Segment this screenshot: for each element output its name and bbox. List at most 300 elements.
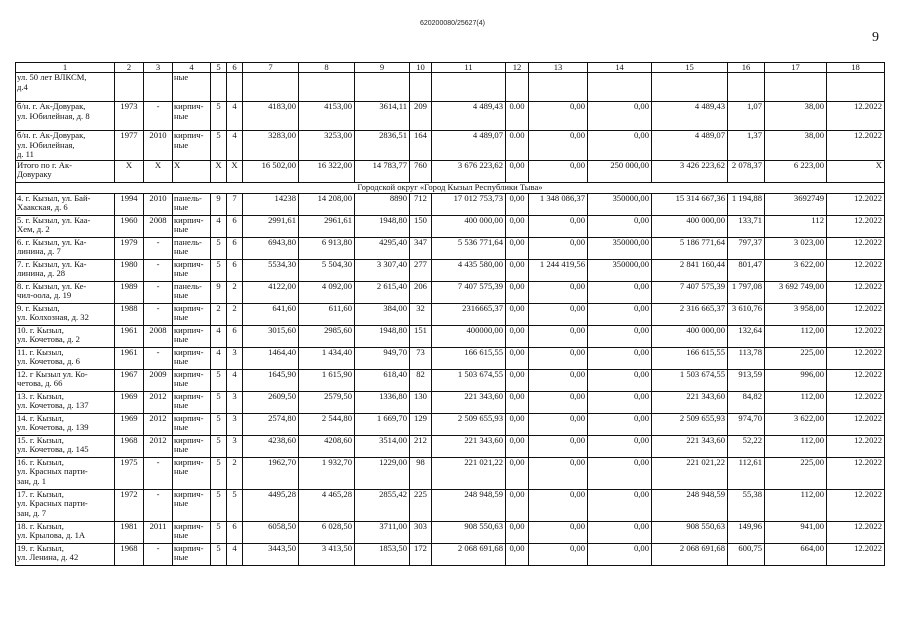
- table-cell: 1948,80: [355, 215, 410, 237]
- column-number: 15: [652, 63, 728, 73]
- table-cell: 248 948,59: [432, 489, 506, 521]
- column-number: 18: [827, 63, 885, 73]
- table-cell: 12.2022: [827, 391, 885, 413]
- table-cell: 130: [410, 391, 432, 413]
- table-cell: 9: [211, 193, 227, 215]
- table-row: [16, 73, 885, 102]
- table-cell: 3514,00: [355, 435, 410, 457]
- table-cell: 221 021,22: [652, 457, 728, 489]
- column-number: 9: [355, 63, 410, 73]
- table-row: [16, 413, 885, 435]
- table-cell: 5534,30: [243, 259, 299, 281]
- table-cell: 350000,00: [588, 193, 652, 215]
- table-cell: 2316665,37: [432, 303, 506, 325]
- column-number: 10: [410, 63, 432, 73]
- table-cell: 4 489,07: [652, 131, 728, 161]
- table-cell: 12.2022: [827, 325, 885, 347]
- table-cell: кирпич- ные: [173, 347, 211, 369]
- table-cell: 1,07: [728, 102, 765, 131]
- column-number: 5: [211, 63, 227, 73]
- table-cell: 14238: [243, 193, 299, 215]
- table-cell: 6 913,80: [299, 237, 355, 259]
- table-cell: 166 615,55: [432, 347, 506, 369]
- table-cell: 3: [227, 391, 243, 413]
- table-row: [16, 369, 885, 391]
- table-cell: кирпич- ные: [173, 131, 211, 161]
- table-cell: [211, 73, 227, 102]
- table-cell: 908 550,63: [432, 521, 506, 543]
- table-cell: 0,00: [529, 521, 588, 543]
- table-cell: 0,00: [506, 457, 529, 489]
- table-cell: кирпич- ные: [173, 391, 211, 413]
- table-row: [16, 303, 885, 325]
- table-cell: панель- ные: [173, 193, 211, 215]
- table-cell: 0,00: [529, 325, 588, 347]
- header-row: [16, 63, 885, 73]
- table-cell: 12.2022: [827, 369, 885, 391]
- table-cell: 1968: [115, 543, 144, 565]
- table-cell: 4208,60: [299, 435, 355, 457]
- table-cell: 1 932,70: [299, 457, 355, 489]
- table-cell: кирпич- ные: [173, 259, 211, 281]
- table-cell: 84,82: [728, 391, 765, 413]
- table-cell: 3443,50: [243, 543, 299, 565]
- table-cell: 0,00: [506, 489, 529, 521]
- table-cell: 1336,80: [355, 391, 410, 413]
- table-cell: 1989: [115, 281, 144, 303]
- table-cell: 225,00: [765, 347, 827, 369]
- address-cell: Итого по г. Ак- Довураку: [16, 160, 115, 182]
- table-cell: 4 435 580,00: [432, 259, 506, 281]
- table-cell: 12.2022: [827, 259, 885, 281]
- column-number: 8: [299, 63, 355, 73]
- table-cell: 1 669,70: [355, 413, 410, 435]
- table-cell: 0,00: [506, 369, 529, 391]
- table-cell: 112,61: [728, 457, 765, 489]
- table-cell: 0,00: [588, 521, 652, 543]
- table-cell: [506, 73, 529, 102]
- table-cell: 5: [227, 489, 243, 521]
- table-cell: 12.2022: [827, 102, 885, 131]
- table-cell: 5: [211, 521, 227, 543]
- table-cell: 4: [227, 102, 243, 131]
- table-cell: 1 244 419,56: [529, 259, 588, 281]
- table-cell: 400 000,00: [652, 215, 728, 237]
- table-cell: 0,00: [529, 160, 588, 182]
- table-cell: 1 797,08: [728, 281, 765, 303]
- table-cell: 15 314 667,36: [652, 193, 728, 215]
- table-cell: 3711,00: [355, 521, 410, 543]
- table-cell: 0,00: [506, 543, 529, 565]
- table-row: [16, 435, 885, 457]
- table-cell: 221 343,60: [432, 435, 506, 457]
- table-cell: 3 413,50: [299, 543, 355, 565]
- table-cell: [765, 73, 827, 102]
- column-number: 3: [144, 63, 173, 73]
- table-cell: 974,70: [728, 413, 765, 435]
- table-cell: 3 622,00: [765, 259, 827, 281]
- table-cell: [227, 73, 243, 102]
- table-cell: X: [144, 160, 173, 182]
- table-cell: -: [144, 102, 173, 131]
- table-cell: 2: [227, 281, 243, 303]
- table-cell: [410, 73, 432, 102]
- table-cell: 3: [227, 347, 243, 369]
- table-cell: кирпич- ные: [173, 102, 211, 131]
- column-number: 13: [529, 63, 588, 73]
- table-cell: 164: [410, 131, 432, 161]
- table-cell: 712: [410, 193, 432, 215]
- table-cell: 0,00: [529, 369, 588, 391]
- table-cell: 6: [227, 259, 243, 281]
- table-row: [16, 489, 885, 521]
- table-cell: 133,71: [728, 215, 765, 237]
- table-cell: 1 503 674,55: [652, 369, 728, 391]
- table-cell: 2010: [144, 193, 173, 215]
- table-cell: 4 489,07: [432, 131, 506, 161]
- table-cell: X: [211, 160, 227, 182]
- address-cell: 4. г. Кызыл, ул. Бай- Хаакская, д. 6: [16, 193, 115, 215]
- table-cell: -: [144, 543, 173, 565]
- table-cell: 1 348 086,37: [529, 193, 588, 215]
- table-cell: 4238,60: [243, 435, 299, 457]
- address-cell: 9. г. Кызыл, ул. Колхозная, д. 32: [16, 303, 115, 325]
- table-cell: 14 783,77: [355, 160, 410, 182]
- table-cell: 1977: [115, 131, 144, 161]
- table-cell: 2855,42: [355, 489, 410, 521]
- table-cell: 5 504,30: [299, 259, 355, 281]
- table-cell: 150: [410, 215, 432, 237]
- section-title: Городской округ «Город Кызыл Республики Тыва»: [16, 182, 885, 193]
- table-cell: 0,00: [506, 281, 529, 303]
- table-cell: 913,59: [728, 369, 765, 391]
- table-row: [16, 457, 885, 489]
- address-cell: 11. г. Кызыл, ул. Кочетова, д. 6: [16, 347, 115, 369]
- table-cell: 2 544,80: [299, 413, 355, 435]
- table-cell: 2009: [144, 369, 173, 391]
- table-cell: 5: [211, 102, 227, 131]
- table-cell: 0,00: [588, 281, 652, 303]
- table-cell: 3253,00: [299, 131, 355, 161]
- table-cell: 0,00: [529, 281, 588, 303]
- table-cell: 0,00: [529, 391, 588, 413]
- table-cell: 1975: [115, 457, 144, 489]
- table-cell: 0,00: [588, 489, 652, 521]
- table-cell: 1961: [115, 325, 144, 347]
- table-cell: 0,00: [506, 237, 529, 259]
- table-cell: 6058,50: [243, 521, 299, 543]
- table-cell: кирпич- ные: [173, 215, 211, 237]
- table-cell: 5: [211, 413, 227, 435]
- table-cell: 12.2022: [827, 521, 885, 543]
- table-cell: 347: [410, 237, 432, 259]
- table-cell: 4: [211, 325, 227, 347]
- table-cell: 4: [227, 131, 243, 161]
- column-number: 14: [588, 63, 652, 73]
- table-cell: 5: [211, 391, 227, 413]
- table-cell: [115, 73, 144, 102]
- table-cell: 996,00: [765, 369, 827, 391]
- table-cell: 3 426 223,62: [652, 160, 728, 182]
- table-cell: 16 322,00: [299, 160, 355, 182]
- table-cell: 0,00: [506, 259, 529, 281]
- table-cell: 3 622,00: [765, 413, 827, 435]
- table-cell: кирпич- ные: [173, 457, 211, 489]
- table-cell: 5: [211, 435, 227, 457]
- table-cell: 760: [410, 160, 432, 182]
- table-cell: -: [144, 303, 173, 325]
- table-cell: 12.2022: [827, 413, 885, 435]
- table-cell: 384,00: [355, 303, 410, 325]
- table-cell: 221 343,60: [652, 391, 728, 413]
- table-cell: 2012: [144, 413, 173, 435]
- table-cell: 350000,00: [588, 259, 652, 281]
- table-cell: 4153,00: [299, 102, 355, 131]
- table-cell: 32: [410, 303, 432, 325]
- table-cell: 0,00: [588, 303, 652, 325]
- address-cell: 14. г. Кызыл, ул. Кочетова, д. 139: [16, 413, 115, 435]
- table-cell: 908 550,63: [652, 521, 728, 543]
- table-cell: 618,40: [355, 369, 410, 391]
- page-number: 9: [872, 30, 879, 45]
- table-cell: кирпич- ные: [173, 413, 211, 435]
- table-cell: [299, 73, 355, 102]
- table-cell: 2008: [144, 215, 173, 237]
- address-cell: 19. г. Кызыл, ул. Ленина, д. 42: [16, 543, 115, 565]
- table-cell: 7: [227, 193, 243, 215]
- table-cell: 1969: [115, 413, 144, 435]
- table-cell: 2 509 655,93: [432, 413, 506, 435]
- table-cell: [827, 73, 885, 102]
- table-cell: 12.2022: [827, 193, 885, 215]
- table-cell: 2836,51: [355, 131, 410, 161]
- table-cell: 4: [227, 543, 243, 565]
- table-cell: 0,00: [506, 160, 529, 182]
- table-cell: 1 615,90: [299, 369, 355, 391]
- table-cell: 4122,00: [243, 281, 299, 303]
- table-cell: кирпич- ные: [173, 489, 211, 521]
- table-cell: 6: [227, 521, 243, 543]
- column-number: 11: [432, 63, 506, 73]
- table-cell: 611,60: [299, 303, 355, 325]
- table-cell: 0,00: [529, 237, 588, 259]
- table-cell: 7 407 575,39: [432, 281, 506, 303]
- table-cell: 248 948,59: [652, 489, 728, 521]
- table-cell: 0,00: [588, 131, 652, 161]
- table-cell: 225: [410, 489, 432, 521]
- table-cell: 38,00: [765, 131, 827, 161]
- table-cell: 0,00: [529, 131, 588, 161]
- table-cell: 3692749: [765, 193, 827, 215]
- table-cell: 1994: [115, 193, 144, 215]
- table-cell: 2: [227, 303, 243, 325]
- column-number: 12: [506, 63, 529, 73]
- table-cell: 3: [227, 435, 243, 457]
- table-cell: 801,47: [728, 259, 765, 281]
- table-cell: 1853,50: [355, 543, 410, 565]
- table-cell: 151: [410, 325, 432, 347]
- address-cell: б/н. г. Ак-Довурак, ул. Юбилейная, д. 8: [16, 102, 115, 131]
- table-cell: 112,00: [765, 489, 827, 521]
- table-row: [16, 237, 885, 259]
- table-cell: 166 615,55: [652, 347, 728, 369]
- table-row: [16, 391, 885, 413]
- table-cell: 400 000,00: [432, 215, 506, 237]
- table-cell: 12.2022: [827, 215, 885, 237]
- table-cell: 0,00: [588, 457, 652, 489]
- column-number: 4: [173, 63, 211, 73]
- table-cell: 4295,40: [355, 237, 410, 259]
- table-cell: 0,00: [506, 347, 529, 369]
- column-number: 7: [243, 63, 299, 73]
- table-cell: 4 489,43: [652, 102, 728, 131]
- table-cell: 12.2022: [827, 303, 885, 325]
- table-cell: 0,00: [506, 193, 529, 215]
- address-cell: 16. г. Кызыл, ул. Красных парти- зан, д. 1: [16, 457, 115, 489]
- table-cell: 0,00: [506, 435, 529, 457]
- table-row: [16, 131, 885, 161]
- table-cell: 2: [227, 457, 243, 489]
- table-row: [16, 259, 885, 281]
- table-cell: 400000,00: [432, 325, 506, 347]
- table-cell: 5: [211, 259, 227, 281]
- table-cell: 350000,00: [588, 237, 652, 259]
- table-cell: 17 012 753,73: [432, 193, 506, 215]
- table-cell: 6 223,00: [765, 160, 827, 182]
- table-cell: 0,00: [529, 102, 588, 131]
- table-row: [16, 215, 885, 237]
- table-cell: [728, 73, 765, 102]
- address-cell: ул. 50 лет ВЛКСМ, д.4: [16, 73, 115, 102]
- table-cell: 0,00: [506, 215, 529, 237]
- table-cell: [588, 73, 652, 102]
- table-cell: 12.2022: [827, 489, 885, 521]
- column-number: 17: [765, 63, 827, 73]
- table-row: [16, 160, 885, 182]
- table-cell: 0,00: [529, 489, 588, 521]
- table-cell: 5: [211, 237, 227, 259]
- table-cell: 12.2022: [827, 435, 885, 457]
- table-cell: 3 958,00: [765, 303, 827, 325]
- table-cell: 2 509 655,93: [652, 413, 728, 435]
- table-cell: 1972: [115, 489, 144, 521]
- table-cell: [529, 73, 588, 102]
- table-cell: [243, 73, 299, 102]
- table-cell: 8890: [355, 193, 410, 215]
- table-cell: 1979: [115, 237, 144, 259]
- table-cell: -: [144, 489, 173, 521]
- table-cell: кирпич- ные: [173, 325, 211, 347]
- table-cell: 6: [227, 237, 243, 259]
- table-row: [16, 521, 885, 543]
- table-cell: 112,00: [765, 391, 827, 413]
- table-cell: 0,00: [506, 325, 529, 347]
- table-cell: 1988: [115, 303, 144, 325]
- table-cell: 1948,80: [355, 325, 410, 347]
- table-cell: 73: [410, 347, 432, 369]
- table-cell: 1464,40: [243, 347, 299, 369]
- table-cell: 0,00: [529, 413, 588, 435]
- table-cell: 172: [410, 543, 432, 565]
- table-cell: 4: [211, 347, 227, 369]
- table-cell: 2012: [144, 435, 173, 457]
- table-cell: 4: [211, 215, 227, 237]
- table-cell: 1981: [115, 521, 144, 543]
- table-cell: 6: [227, 215, 243, 237]
- table-cell: 3 610,76: [728, 303, 765, 325]
- table-cell: 0,00: [506, 413, 529, 435]
- table-cell: 7 407 575,39: [652, 281, 728, 303]
- table-cell: 5 536 771,64: [432, 237, 506, 259]
- table-cell: 209: [410, 102, 432, 131]
- table-cell: X: [173, 160, 211, 182]
- table-cell: 3 307,40: [355, 259, 410, 281]
- table-cell: [652, 73, 728, 102]
- table-cell: 2985,60: [299, 325, 355, 347]
- table-cell: 112,00: [765, 435, 827, 457]
- table-cell: 12.2022: [827, 347, 885, 369]
- table-cell: 2008: [144, 325, 173, 347]
- table-cell: кирпич- ные: [173, 303, 211, 325]
- table-cell: 225,00: [765, 457, 827, 489]
- table-cell: 38,00: [765, 102, 827, 131]
- table-cell: 0,00: [588, 543, 652, 565]
- table-cell: 1961: [115, 347, 144, 369]
- column-number: 2: [115, 63, 144, 73]
- table-cell: X: [227, 160, 243, 182]
- table-cell: 0,00: [506, 303, 529, 325]
- table-cell: 2 316 665,37: [652, 303, 728, 325]
- table-cell: 5: [211, 489, 227, 521]
- table-cell: 4 092,00: [299, 281, 355, 303]
- table-cell: 0,00: [588, 102, 652, 131]
- table-cell: 4495,28: [243, 489, 299, 521]
- table-cell: панель- ные: [173, 237, 211, 259]
- table-cell: 52,22: [728, 435, 765, 457]
- table-cell: 6: [227, 325, 243, 347]
- table-cell: 149,96: [728, 521, 765, 543]
- table-cell: 1973: [115, 102, 144, 131]
- table-cell: 82: [410, 369, 432, 391]
- column-number: 6: [227, 63, 243, 73]
- table-cell: 12.2022: [827, 131, 885, 161]
- table-cell: 2: [211, 303, 227, 325]
- table-cell: -: [144, 259, 173, 281]
- table-cell: 3 692 749,00: [765, 281, 827, 303]
- table-cell: 5: [211, 457, 227, 489]
- table-cell: 949,70: [355, 347, 410, 369]
- table-cell: 0,00: [529, 457, 588, 489]
- table-cell: 1645,90: [243, 369, 299, 391]
- table-cell: 1968: [115, 435, 144, 457]
- table-cell: 3283,00: [243, 131, 299, 161]
- table-cell: 5: [211, 543, 227, 565]
- table-cell: 3 676 223,62: [432, 160, 506, 182]
- table-cell: 3: [227, 413, 243, 435]
- table-cell: 0.00: [506, 102, 529, 131]
- table-cell: -: [144, 457, 173, 489]
- address-cell: 8. г. Кызыл, ул. Ке- чил-оола, д. 19: [16, 281, 115, 303]
- housing-table: [15, 62, 885, 566]
- table-cell: 1980: [115, 259, 144, 281]
- table-cell: кирпич- ные: [173, 435, 211, 457]
- table-cell: 641,60: [243, 303, 299, 325]
- table-cell: 303: [410, 521, 432, 543]
- table-cell: X: [827, 160, 885, 182]
- table-cell: 6943,80: [243, 237, 299, 259]
- table-row: [16, 347, 885, 369]
- table-cell: 12.2022: [827, 543, 885, 565]
